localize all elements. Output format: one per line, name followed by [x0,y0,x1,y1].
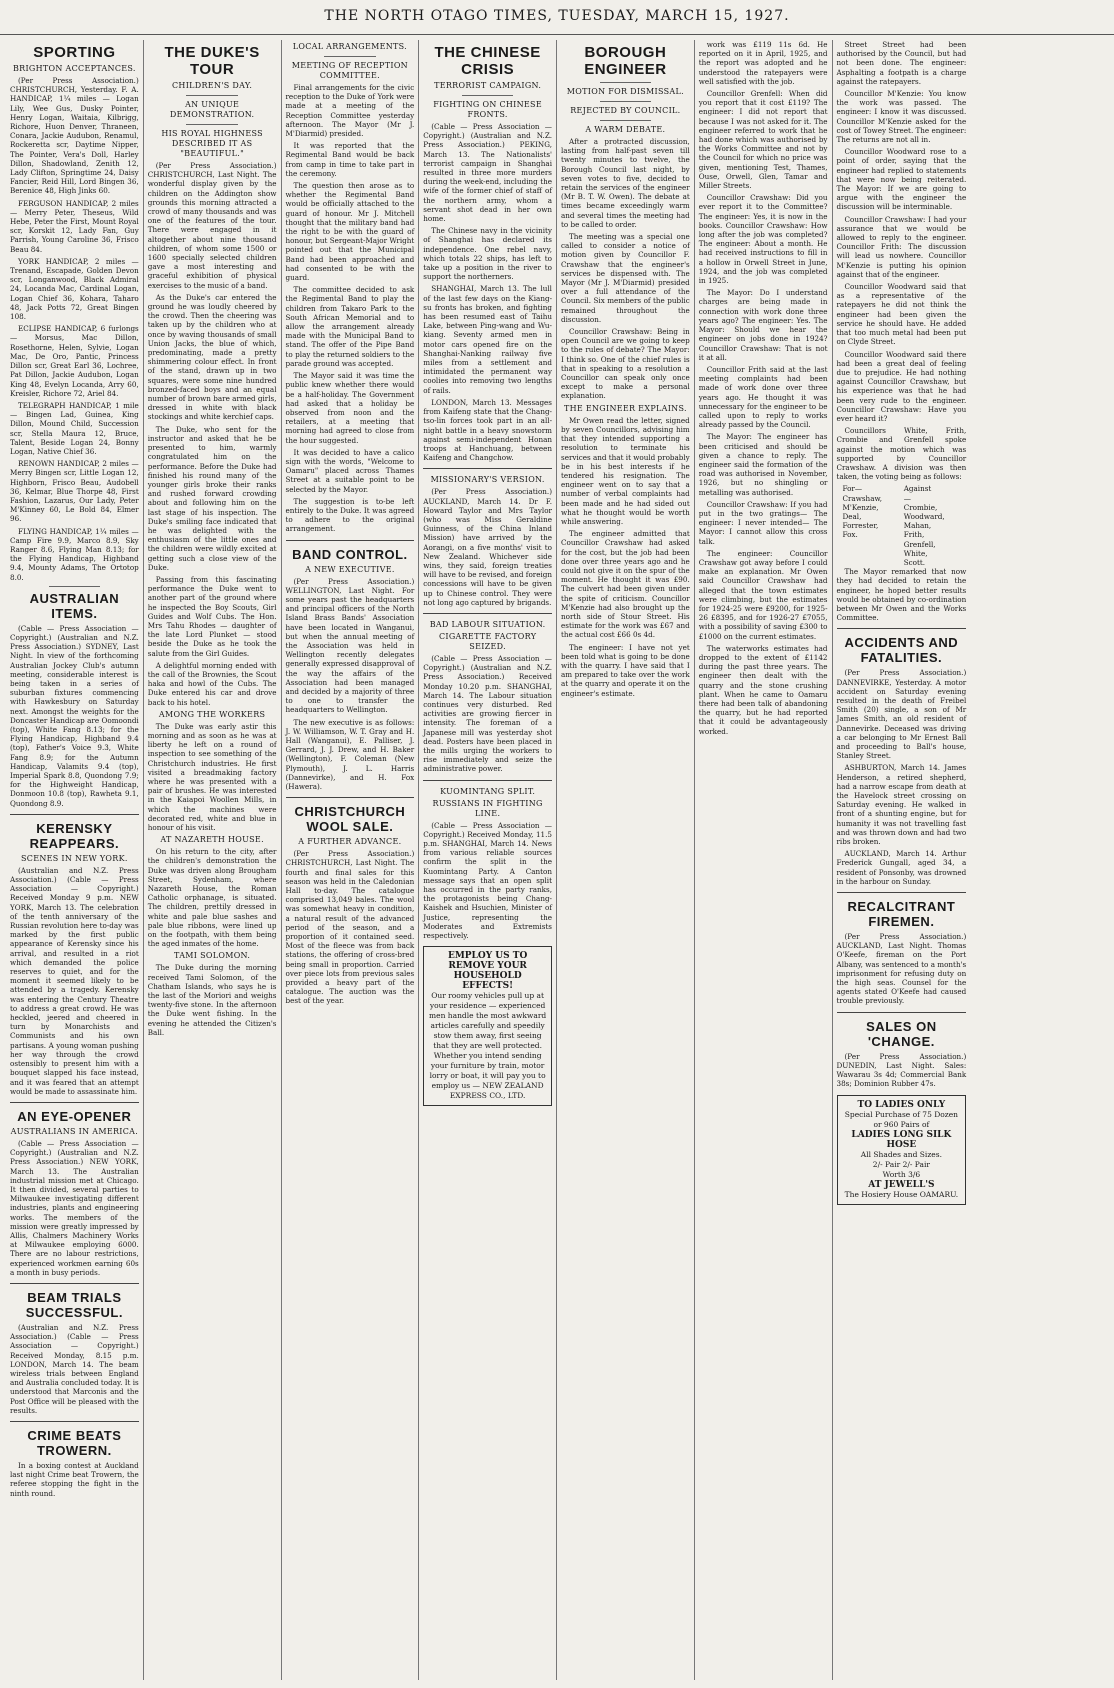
headline-dukes-tour: THE DUKE'S TOUR [164,44,260,78]
divider [286,797,415,798]
advertisement-express-co [423,946,552,1106]
advert-line: Worth 3/6 [882,1169,921,1179]
subheading: TAMI SOLOMON. [174,951,251,961]
divider [462,95,514,96]
article-text: Councillor Crawshaw: If you had put in the two gratings— The engineer: I never intended— The Mayor: I cannot allow this cross talk. [698,499,828,546]
advert-line: AT JEWELL'S [868,1179,935,1190]
subheading: SCENES IN NEW YORK. [21,853,128,863]
subheading: KUOMINTANG SPLIT. [440,786,536,796]
article-text: The suggestion is to-be left entirely to the Duke. It was agreed to adhere to the original arrangement. [285,496,415,534]
headline: RECALCITRANT FIREMEN. [847,899,956,930]
subheading: AUSTRALIANS IN AMERICA. [10,1126,139,1136]
article-text: LONDON, March 13. Messages from Kaifeng state that the Chang-tso-lin forces took part in an all-night battle in a heavy snowstorm against semi-independent Honan troops at Hanchuang, between Kaifeng and Changchow. [423,397,552,463]
divider [186,124,238,125]
divider [423,468,552,469]
vote-for-names: Crawshaw, M'Kenzie, Deal, Forrester, Fox. [842,493,883,540]
article-text: It was decided to have a calico sign with the words, "Welcome to Oamaru" placed across Thames Street at a suitable point to be selected by the Mayor. [285,447,415,494]
advert-line: Special Purchase of 75 Dozen or 960 Pairs of [844,1109,958,1129]
article-text: It was reported that the Regimental Band would be back from camp in time to take part in the ceremony. [285,141,415,178]
masthead: THE NORTH OTAGO TIMES, TUESDAY, MARCH 15, 1927. [0,8,1114,35]
divider [10,1283,139,1284]
article-text: As the Duke's car entered the ground he was loudly cheered by the crowd. Then the cheering was taken up by the children who at once by waving thousands of small Union Jacks, the blue of which, predominating, made a pretty shimmering colour effect. In front of the stand, drawn up in two squares, were some nine hundred bronzed-faced boys and an equal number of brown bare armed girls, dressed in white with black stockings and white kerchief caps. [147,292,277,422]
article-text: Councillor Frith said at the last meeting complaints had been made of work done over three years ago. He thought it was unnecessary for the engineer to be called upon to reply to works already passed by the Council. [698,364,828,430]
headline: ACCIDENTS AND FATALITIES. [844,635,959,666]
divider [600,101,652,102]
article-text: AUCKLAND, March 14. Arthur Frederick Gungall, aged 34, a resident of Ponsonby, was drowned in the harbour on Sunday. [836,849,967,886]
article-text: (Per Press Association.) AUCKLAND, March 14. Dr F. Howard Taylor and Mrs Taylor (who was Miss Geraldine Guinness, of the China Inland Mission) have arrived by the Aorangi, on a five months' visit to New Zealand. Whichever side wins, they said, foreign treaties will have to be revised, and foreign concessions will have to be given up to Chinese control. They were not long ago captured by brigands. [423,487,552,607]
article-text: Passing from this fascinating performance the Duke went to another part of the ground where he inspected the Boy Scouts, Girl Guides and Wolf Cubs. The Hon. Mrs Tahu Rhodes — daughter of the late Lord Plunket — stood beside the Duke as he took the salute from the Girl Guides. [147,574,277,658]
article-text: Councillor Woodward said that as a representative of the ratepayers he did not think the engineer had been given the service he should have. He added that too much metal had been put on Clyde Street. [836,282,967,347]
divider [324,56,376,57]
subheading: AN UNIQUE DEMONSTRATION. [169,100,255,119]
article-text: Councillor Woodward said there had been a great deal of feeling due to prejudice. He had nothing against Councillor Crawshaw, but his experience was that he had been very rude to the engineer. Councillor Crawshaw: Have you ever heard it? [836,349,967,423]
headline: CRIME BEATS TROWERN. [27,1427,122,1458]
article-text: (Cable — Press Association — Copyright.) Received Monday, 11.5 p.m. SHANGHAI, March 14. News from various reliable sources confirm the split in the Kuomintang Party. A Canton message says that an open split has occurred in the party ranks, the protagonists being Chang-Kaishek and Hsuchien, Minister of Justice, representing the Moderates and Extremists respectively. [423,820,552,941]
article-text: The Mayor: Do I understand charges are being made in connection with work done three years ago? The engineer: Yes. The Mayor: Should we hear the engineer on jobs done in 1924? Councillor Crawshaw: That is not it at all. [698,288,828,362]
article-text: Street Street had been authorised by the Council, but had not been done. The engineer: Asphalting a footpath is a charge against the ratepayers. [836,40,967,86]
headline: BEAM TRIALS SUCCESSFUL. [25,1289,123,1320]
article-text: Final arrangements for the civic reception to the Duke of York were made at a meeting of the Reception Committee yesterday afternoon. The Mayor (Mr J. M'Diarmid) presided. [285,83,415,139]
article-text: The engineer: Councillor Crawshaw got away before I could make an explanation. Mr Owen said Councillor Crawshaw had alleged that the town estimates were climbing, but the estimates for 1924-25 were £9200, for 1925-26 £8395, and for 1926-27 £7055, with a possibility of saving £300 to £1000 on the current estimates. [698,548,828,641]
article-text: TELEGRAPH HANDICAP, 1 mile — Bingen Lad, Guinea, King Dillon, Mound Child, Succession scr, Stella Maura 12, Bruce, Talent, Beside Logan 24, Bonny Logan, Native Chief 36. [10,400,139,456]
article-text: FLYING HANDICAP, 1¼ miles — Camp Fire 9.9, Marco 8.9, Sky Ranger 8.6, Flying Man 8.13; for the Flying Handicap, Highband 9.4, Mounty Adams, The Ortotop 8.0. [10,526,139,582]
subheading: AMONG THE WORKERS [158,709,266,719]
article-text: (Per Press Association.) DANNEVIRKE, Yesterday. A motor accident on Saturday evening resulted in the death of Freibel Smith (20) single, a son of Mr James Smith, an old resident of Dannevirke. Deceased was driving a car belonging to Mr Ernest Ball and proceeding to Ball's house, Stanley Street. [836,668,967,761]
divider [600,82,652,83]
headline-chinese-crisis: THE CHINESE CRISIS [434,44,541,78]
article-text: YORK HANDICAP, 2 miles — Trenand, Escapade, Golden Devon scr, Longanwood, Black Admiral 24, Locanda Mac, Cardinal Logan, Logan Chief 36, Kohara, Taharo 48, Jack Potts 72, Great Bingen 108. [10,256,139,322]
article-text: work was £119 11s 6d. He reported on it in April, 1925, and the report was adopted and he understood the ratepayers were well satisfied with the job. [698,40,828,86]
article-text: A delightful morning ended with the call of the Brownies, the Scout haka and howl of the Cubs. The Duke entered his car and drove back to his hotel. [147,660,277,707]
article-text: (Australian and N.Z. Press Association.) (Cable — Press Association — Copyright.) Received Monday 9 p.m. NEW YORK, March 13. The celebration of the tenth anniversary of the Russian revolution here to-day was marked by the first public appearance of Kerensky since his arrival, and resulted in a riot which demanded the police reserves to quiet, and for the moment it seemed likely to be attended by a tragedy. Kerensky was entering the Century Theatre to address a great crowd. He was heckled, jeered and cheered in turn by Monarchists and Communists and his own partisans. A young woman pushing her way through the crowd ostensibly to present him with a bouquet slapped his face instead, and it was feared that an attempt would be made to assassinate him. [10,865,139,1096]
article-text: (Per Press Association.) DUNEDIN, Last Night. Sales: Wawarau 3s 4d; Commercial Bank 38s; Dominion Rubber 47s. [836,1051,967,1089]
subheading: RUSSIANS IN FIGHTING LINE. [432,798,543,818]
subheading: BRIGHTON ACCEPTANCES. [12,64,136,73]
article-text: SHANGHAI, March 13. The lull of the last few days on the Kiang-su fronts has broken, and fighting has been resumed east of Taihu Lake, between Ping-wang and Wu-kiang. Seventy armed men in motor cars opened fire on the Shanghai-Nanking railway five miles from a settlement and intimidated the permanent way coolies into removing two lengths of rails. [423,284,552,395]
column-6 [695,40,833,1680]
divider [837,892,967,893]
article-text: ECLIPSE HANDICAP, 6 furlongs — Morsus, Mac Dillon, Rosethorne, Helen, Sylvie, Logan Mac, De Oro, Pantic, Princess Dillon scr, Great Earl 36, Lochree, Pat Dillon, Jackie Audubon, Logan King 48, Evelyn Locanda, Arry 60, Kreisler, Richore 72, Ariel 84. [10,324,139,398]
article-text: (Per Press Association.) CHRISTCHURCH, Last Night. The fourth and final sales for this season was held in the Caledonian Hall to-day. The catalogue comprised 13,049 bales. The wool was somewhat heavy in condition, a natural result of the advanced period of the season, and a proportion of it contained seed. Most of the fleece was from back stations, the offering of cross-bred being small in proportion. Carried over piece lots from previous sales provided a heavy part of the catalogue. The auction was the best of the year. [285,849,415,1006]
advert-title: EMPLOY US TO REMOVE YOUR HOUSEHOLD EFFECTS! [447,951,528,992]
vote-against [904,484,961,567]
article-text: The Mayor: The engineer has been criticised and should be given a chance to reply. The engineer said the formation of the road was authorised in November, 1926, but no shingling or metalling was authorised. [698,432,828,497]
advert-body: Our roomy vehicles pull up at your residence — experienced men handle the most awkward articles carefully and speedily stow them away, first seeing that they are well protected. Whether you intend sending your furniture by train, motor lorry or boat, it will pay you to employ us — NEW ZEALAND EXPRESS CO., LTD. [429,991,547,1101]
vote-for-label: For— [842,484,863,494]
column-4 [419,40,557,1680]
subheading: HIS ROYAL HIGHNESS DESCRIBED IT AS "BEAUTIFUL." [161,129,263,158]
divider [837,628,967,629]
article-text: In a boxing contest at Auckland last night Crime beat Trowern, the referee stopping the fight in the ninth round. [10,1460,139,1498]
subheading: BAD LABOUR SITUATION. [429,619,546,629]
divider [10,814,139,815]
advert-line: TO LADIES ONLY [857,1099,946,1110]
article-text: (Per Press Association.) CHRISTCHURCH, Yesterday. F. A. HANDICAP, 1¼ miles — Logan Lily, Wee Gus, Dusky Pointer, Henry Logan, Waitaia, Kilbrigg, Richore, Huon Denver, Thraneen, Conara, Jackie Audubon, Renamul, Rockeretta scr, Daytime Nipper, The Pointer, Vera's Doll, Harley Dillon, Shadowland, Zenith 12, Lady Clifton, Springtime 24, Daisy Fancier, Reid Hill, Lord Bingen 36, Berenice 48, High Jinks 60. [10,76,139,196]
article-text: The engineer admitted that Councillor Crawshaw had asked for the cost, but the job had been done over three years ago and he could not give it on the spur of the moment. He thought it was £90. The culvert had been given under the spite of criticism. Councillor M'Kenzie had also brought up the north side of Stour Street. His estimate for the work was £67 and the actual cost £66 0s 4d. [561,529,690,640]
headline-sporting: SPORTING [33,44,116,61]
article-text: After a protracted discussion, lasting from half-past seven till twenty minutes to twelve, the Borough Council last night, by seven votes to five, decided to retain the services of the engineer (Mr B. T. W. Owen). The debate at times became exceedingly warm and several times the meeting had to be called to order. [561,137,690,229]
headline: CHRISTCHURCH WOOL SALE. [294,804,406,835]
subheading: A FURTHER ADVANCE. [298,837,402,847]
headline-borough-engineer: BOROUGH ENGINEER [584,44,667,78]
article-text: The new executive is as follows: J. W. Williamson, W. T. Gray and H. Hall (Wanganui), E. Palliser, J. Gerrard, J. J. Drew, and H. Baker (Wellington), F. Coleman (New Plymouth), J. L. Harris (Dannevirke), and H. Fox (Hawera). [285,717,415,792]
vote-against-names: Crombie, Woodward, Mahan, Frith, Grenfell, White, Scott. [903,502,945,567]
subheading: LOCAL ARRANGEMENTS. [292,42,407,51]
advert-price: 2/- Pair 2/- Pair [872,1159,930,1169]
article-text: Councillors White, Frith, Crombie and Grenfell spoke against the motion which was supported by Councillor Crawshaw. A division was then taken, the voting being as follows: [836,426,967,482]
article-text: The question then arose as to whether the Regimental Band would be officially attached to the guard of honour. Mr J. Mitchell thought that the military band had the right to be with the guard of honour, but Sergeant-Major Wright pointed out that the Municipal Band had been approached and had consented to be with the guard. [285,181,415,283]
subheading: AT NAZARETH HOUSE. [160,835,264,845]
article-text: Councillor Crawshaw: I had your assurance that we would be allowed to reply to the engineer. Councillor Frith: The discussion will lead us nowhere. Councillor M'Kenzie is putting his opinion against that of the engineer. [836,214,967,279]
article-text: The Chinese navy in the vicinity of Shanghai has declared its independence. One rebel navy, which totals 22 ships, has left to take up a position in the river to support the northerners. [423,226,552,282]
headline: SALES ON 'CHANGE. [866,1018,937,1049]
divider [10,1102,139,1103]
article-text: The waterworks estimates had dropped to the extent of £1142 during the past three years. The engineer then dealt with the quarry and the stone crushing plant. When he came to Oamaru there had been talk of abandoning the quarry, but he had reported that it could be advantageously worked. [698,643,828,736]
article-text: The Mayor said it was time the public knew whether there would be a half-holiday. The Government had asked that a holiday be observed from noon and the retailers, at a meeting that morning had agreed to close from the hour suggested. [285,371,415,445]
division-vote [837,484,967,567]
article-text: The Mayor remarked that now they had decided to retain the engineer, he hoped better results would be obtained by co-ordination between Mr Owen and the Works Committee. [836,567,967,623]
advert-line: LADIES LONG SILK HOSE [851,1129,952,1150]
column-1 [6,40,144,1680]
article-text: On his return to the city, after the children's demonstration the Duke was driven along Brougham Street, Sydenham, where Nazareth House, the Roman Catholic orphanage, is situated. The children, prettily dressed in white and pale blue sashes and pale blue ribbons, were lined up on the footpath, with them being the aged inmates of the home. [147,847,277,949]
subheading: FIGHTING ON CHINESE FRONTS. [433,100,542,119]
article-text: Councillor Crawshaw: Being in open Council are we going to keep to the rules of debate? The Mayor: I think so. One of the chief rules is that in speaking to a resolution a Councillor can speak only once except to make a personal explanation. [561,327,690,401]
vote-for [843,484,900,567]
subheading: CIGARETTE FACTORY SEIZED. [438,631,537,651]
article-text: The Duke during the morning received Tami Solomon, of the Chatham Islands, who says he is the last of the Moriori and weighs twenty-five stone. In the afternoon the Duke went fishing. In the evening he attended the Citizen's Ball. [147,963,277,1037]
newspaper-columns [6,40,1108,1680]
subheading: TERRORIST CAMPAIGN. [434,81,542,90]
divider [286,540,415,541]
subheading: MEETING OF RECEPTION COMMITTEE. [291,61,408,80]
column-3 [282,40,420,1680]
divider [837,1012,967,1013]
subheading: CHILDREN'S DAY. [172,81,253,90]
article-text: (Cable — Press Association — Copyright.) (Australian and N.Z. Press Association.) PEKING, March 13. The Nationalists' terrorist campaign in Shanghai resulted in three more murders during the week-end, including the wife of the former chief of staff of the northern army, whom a servant shot dead in her own home. [423,122,552,224]
article-text: FERGUSON HANDICAP, 2 miles — Merry Peter, Theseus, Wild Hebe, Peter the First, Mount Royal scr, Korskit 12, Lady Fan, Guy Parrish, Young Caroline 36, Frisco Beau 84. [10,198,139,254]
divider [10,1421,139,1422]
article-text: Mr Owen read the letter, signed by seven Councillors, advising him that they intended supporting a resolution to terminate his services and that it would probably be in his best interests if he tendered his resignation. The engineer went on to say that a number of verbal complaints had been made and he had sided out what he thought would be worth while answering. [561,415,690,526]
column-5 [557,40,695,1680]
article-text: Councillor Grenfell: When did you report that it cost £119? The engineer: I did not report that because I was not asked for it. The engineer referred to work that he had done which was authorised by the Works Committee and not by the Council for which no price was given, mentioning Test, Thames, Ouse, Orwell, Glen, Tamar and Miller Streets. [698,89,828,191]
article-text: (Cable — Press Association — Copyright.) (Australian and N.Z. Press Association.) Received Monday 10.20 p.m. SHANGHAI, March 14. The Labour situation continues very disturbed. Red activities are growing fiercer in intensity. The foreman of a Japanese mill was yesterday shot dead. Posters have been placed in the mills urging the workers to rise immediately and seize the administrative power. [423,653,552,774]
article-text: Councillor M'Kenzie: You know the work was passed. The engineer: I know it was discussed. Councillor M'Kenzie asked for the cost of Towey Street. The engineer: The returns are not all in. [836,89,967,145]
article-text: ASHBURTON, March 14. James Henderson, a retired shepherd, had a narrow escape from death at the Havelock street crossing on Saturday evening. He walked in front of a shunting engine, but for humanity it was not travelling fast and was thrown down and had two ribs broken. [836,763,967,847]
subheading: A NEW EXECUTIVE. [305,564,395,574]
headline: AUSTRALIAN ITEMS. [29,590,120,621]
subheading: MOTION FOR DISMISSAL. [566,87,684,96]
divider [600,120,652,121]
article-text: (Per Press Association.) AUCKLAND, Last Night. Thomas O'Keefe, fireman on the Port Albany, was sentenced to a month's imprisonment for refusing duty on the high seas. Counsel for the agents stated O'Keefe had caused trouble previously. [836,932,967,1006]
article-text: (Per Press Association.) WELLINGTON, Last Night. For some years past the headquarters and principal officers of the North Island Brass Bands' Association have been located in Wanganui, but when the annual meeting of the Association was held in Wellington recently delegates generally expressed disapproval of the way the affairs of the Association had been managed and decided by a majority of three to one to transfer the headquarters to Wellington. [285,576,415,715]
article-text: (Australian and N.Z. Press Association.) (Cable — Press Association — Copyright.) Received Monday, 8.15 p.m. LONDON, March 14. The beam wireless trials between England and Australia concluded today. It is understood that Marconis and the Post Office will be pleased with the results. [10,1322,139,1415]
column-7 [833,40,971,1680]
article-text: (Cable — Press Association — Copyright.) (Australian and N.Z. Press Association.) NEW YORK, March 13. The Australian industrial mission met at Chicago. It then divided, several parties to Milwaukee investigating different industries, plants and engineering works. The members of the mission were greatly impressed by Allis, Chalmers Machinery Works at Milwaukee employing 6000. There are no labour restrictions, experienced workmen earning 60s a month in busy periods. [10,1138,139,1277]
divider [49,586,101,587]
advert-line: The Hosiery House OAMARU. [844,1189,959,1199]
article-text: The Duke was early astir this morning and as soon as he was at liberty he left on a round of inspection to see something of the Christchurch industries. He first visited a breadmaking factory where he was presented with a pair of brushes. He was interested in the Kaiapoi Woollen Mills, in which the machines were decorated red, white and blue in honour of his visit. [147,721,277,833]
article-text: The Duke, who sent for the instructor and asked that he be presented to him, warmly congratulated him on the performance. Before the Duke had finished his round many of the younger girls broke their ranks and rushed forward crowding about and following him on the last stage of his inspection. The Duke's smiling face indicated that he was delighted with the enthusiasm of the little ones and the children were wildly excited at getting such a close view of the Duke. [147,424,277,572]
subheading: MISSIONARY'S VERSION. [430,475,545,485]
subheading: THE ENGINEER EXPLAINS. [563,403,687,413]
article-text: The engineer: I have not yet been told what is going to be done with the quarry. I have said that I am prepared to take over the work at the quarry and operate it on the engineer's estimate. [561,642,690,698]
headline: AN EYE-OPENER [17,1108,132,1124]
article-text: The committee decided to ask the Regimental Band to play the children from Takaro Park to the South African Memorial and to allow the arrangement already made with the Municipal Band to stand. The offer of the Pipe Band to play the returned soldiers to the parade ground was accepted. [285,285,415,368]
headline: BAND CONTROL. [292,546,408,562]
subheading: REJECTED BY COUNCIL. [570,106,681,115]
article-text: (Cable — Press Association — Copyright.) (Australian and N.Z. Press Association.) SYDNEY, Last Night. In view of the forthcoming Australian Jockey Club's autumn meeting, considerable interest is being taken in a series of suburban fixtures commencing with Hawkesbury on Saturday next. Amongst the weights for the Doncaster Handicap are Oomoondi (top), White Fang 8.13; for the Flying Handicap, Highband 9.4 (top), Father's Voice 9.3, White Fang 8.9; for the Autumn Handicap, Valamits 9.4 (top), Imperial Spark 8.8, Quondong 7.9; for the Highweight Handicap, Donmoon 10.8 (top), Rawheta 9.1, Quondong 8.9. [10,623,139,808]
article-text: Councillor Crawshaw: Did you ever report it to the Committee? The engineer: Yes, it is now in the books. Councillor Crawshaw: How long after the job was completed? The engineer: About a month. He had received instructions to fill in a hollow in Orwell Street in June, 1924, and the job was completed in 1925. [698,193,828,286]
divider [423,613,552,614]
subheading: A WARM DEBATE. [585,125,666,134]
article-text: (Per Press Association.) CHRISTCHURCH, Last Night. The wonderful display given by the children on the Addington show grounds this morning attracted a crowd of many thousands and was one of the features of the tour. There were engaged in it altogether about nine thousand children, of whom some 1500 or 1600 specially selected children gave a most interesting and graceful exhibition of physical exercises to the music of a band. [147,161,277,290]
advertisement-jewells [837,1095,967,1205]
vote-against-label: Against— [903,484,932,503]
article-text: RENOWN HANDICAP, 2 miles — Merry Bingen scr, Little Logan 12, Highborn, Frisco Beau, Audobell 36, Kelmar, Blue Thorpe 48, First Fashion, Lazarus, Our Lady, Peter M'Kinney 60, Le Bold 84, Elmer 96. [10,459,139,524]
divider [186,95,238,96]
divider [423,780,552,781]
article-text: Councillor Woodward rose to a point of order, saying that the engineer had replied to statements that were now being reiterated. The Mayor: If we are going to argue with the engineer the discussion will be interminable. [836,147,967,212]
column-2 [144,40,282,1680]
article-text: The meeting was a special one called to consider a notice of motion given by Councillor F. Crawshaw that the engineer's services be dispensed with. The Mayor (Mr J. M'Diarmid) presided over a full attendance of the Council. Six members of the public remained throughout the discussion. [561,232,690,324]
advert-line: All Shades and Sizes. [860,1149,942,1159]
headline: KERENSKY REAPPEARS. [29,820,120,851]
